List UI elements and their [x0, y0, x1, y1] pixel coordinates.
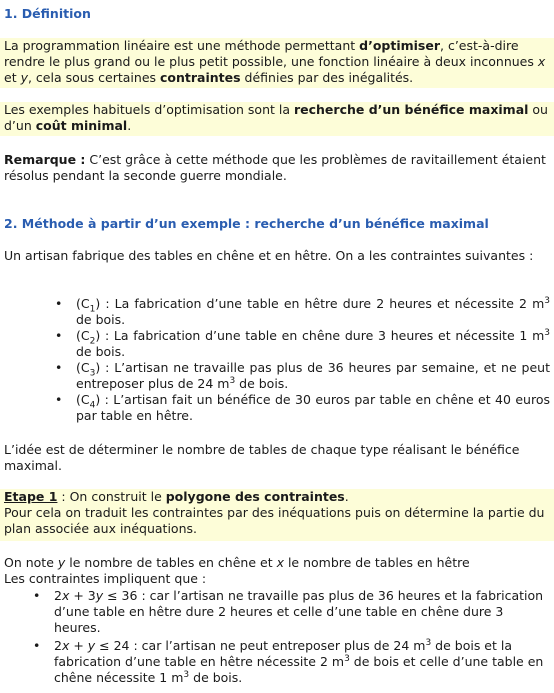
def-var-y: y [20, 70, 28, 85]
step-1-box [0, 489, 554, 541]
intro-paragraph: Un artisan fabrique des tables en chêne et en hêtre. On a les contraintes suivantes : [4, 248, 534, 263]
constraint-item: • $(C_1)$ : La fabrication d’une table en hêtre dure 2 heures et nécessite 2 $m^3$ de bois. [0, 296, 554, 328]
step-1-heading: Etape 1 : On construit le polygone des contraintes. [4, 489, 349, 504]
ex-text-3: . [127, 118, 132, 133]
section-1-title: 1. Définition [4, 6, 91, 21]
constraint-item: • $(C_2)$ : La fabrication d’une table en chêne dure 3 heures et nécessite 1 $m^3$ de bois. [0, 328, 554, 360]
def-bold-contraintes: contraintes [160, 70, 241, 85]
def-var-x: x [537, 54, 546, 69]
inequalities-list [0, 588, 554, 688]
ex-bold-cout: coût minimal [35, 118, 128, 133]
remark-paragraph [4, 152, 552, 184]
idea-paragraph: L’idée est de déterminer le nombre de tables de chaque type réalisant le bénéfice maximal. [4, 442, 520, 473]
def-text-3: et [4, 70, 21, 85]
remark-text: C’est grâce à cette méthode que les problèmes de ravitaillement étaient résolus pendant la seconde guerre mondiale. [4, 152, 546, 183]
examples-box [0, 102, 554, 136]
def-bold-optimiser: d’optimiser [359, 38, 441, 53]
def-text-4: , cela sous certaines [27, 70, 161, 85]
definition-box [0, 38, 554, 88]
notation-var-y: y [57, 555, 66, 570]
section-2-title: 2. Méthode à partir d’un exemple : recherche d’un bénéfice maximal [4, 216, 489, 231]
step-1-bold-polygone: polygone des contraintes [165, 489, 345, 504]
implication-line: Les contraintes impliquent que : [4, 571, 207, 586]
constraints-list [0, 296, 554, 424]
constraint-item: • $(C_3)$ : L’artisan ne travaille pas plus de 36 heures par semaine, et ne peut entreposer plus de 24 $m^3$ de bois. [0, 360, 554, 392]
notation-paragraph [4, 555, 552, 587]
remark-label: Remarque : [4, 152, 86, 167]
ex-bold-benefice: recherche d’un bénéfice maximal [293, 102, 529, 117]
constraint-item: • $(C_4)$ : L’artisan fait un bénéfice de 30 euros par table en chêne et 40 euros par table en hêtre. [0, 392, 554, 424]
inequality-item: • 2x + 3y ≤ 36 : car l’artisan ne travaille pas plus de 36 heures et la fabrication d’une table en hêtre dure 2 heures et celle d’une table en chêne dure 3 heures. [0, 588, 554, 636]
def-text-5: définies par des inégalités. [240, 70, 414, 85]
notation-var-x: x [276, 555, 284, 570]
step-1-label: Etape 1 [4, 489, 58, 504]
inequality-item: • 2x + y ≤ 24 : car l’artisan ne peut entreposer plus de 24 $m^3$ de bois et la fabrication d’une table en hêtre nécessite 2 $m^3$ de bois et celle d’une table en chêne nécessite 1 $m^3$ de bois. [0, 638, 554, 686]
notation-line: On note y le nombre de tables en chêne et x le nombre de tables en hêtre [4, 555, 470, 570]
ex-text-1: Les exemples habituels d’optimisation sont la [4, 102, 294, 117]
ex-text-2: ou d’un [4, 102, 548, 133]
def-text-1: La programmation linéaire est une méthode permettant [4, 38, 360, 53]
step-1-text: Pour cela on traduit les contraintes par des inéquations puis on détermine la partie du plan associée aux inéquations. [4, 505, 545, 536]
def-text-2: , c’est-à-dire rendre le plus grand ou le plus petit possible, une fonction linéaire à deux inconnues [4, 38, 538, 69]
